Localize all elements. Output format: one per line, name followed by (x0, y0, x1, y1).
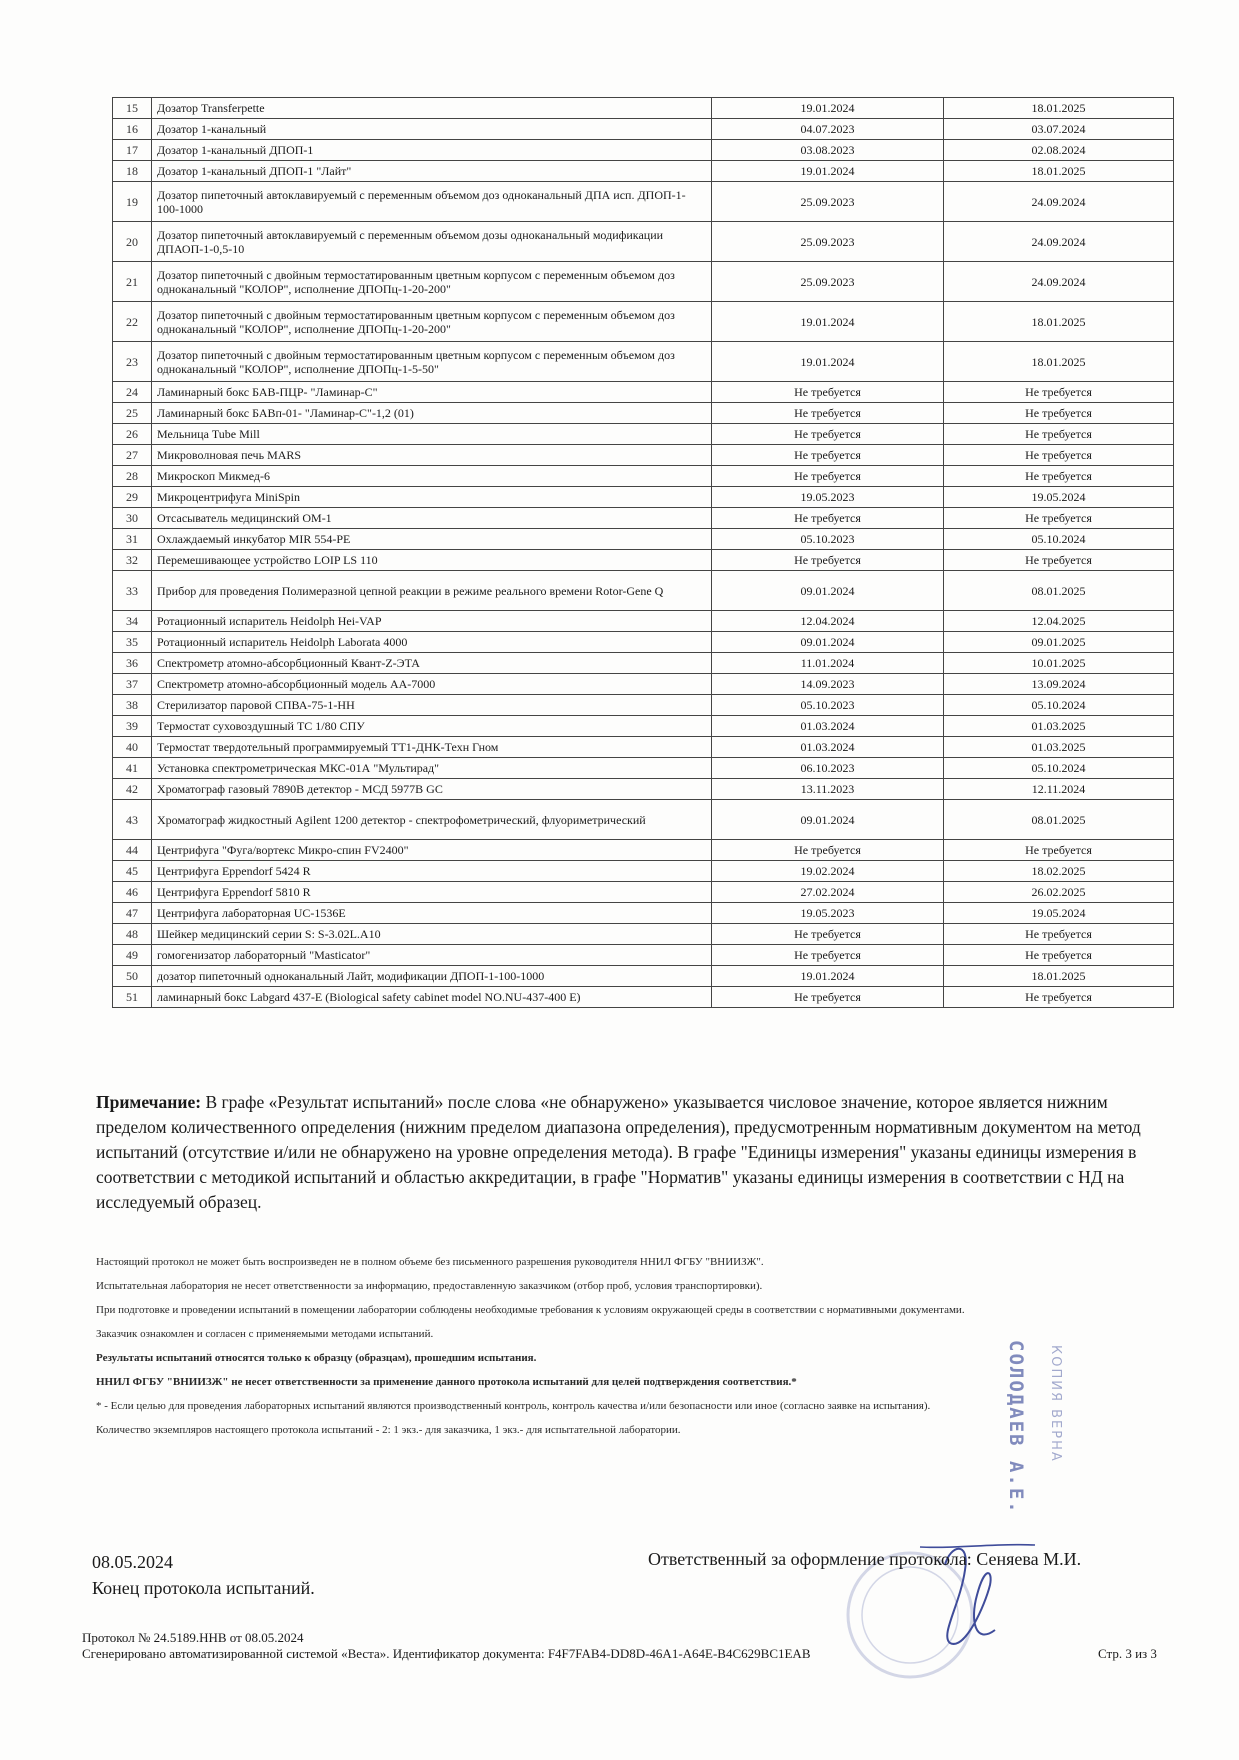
equipment-name: ламинарный бокс Labgard 437-E (Biological safety cabinet model NO.NU-437-400 E) (152, 987, 712, 1008)
verification-date: 19.01.2024 (712, 98, 944, 119)
table-row (113, 945, 1174, 966)
row-number: 37 (113, 674, 152, 695)
next-verification-date: Не требуется (944, 840, 1174, 861)
table-row (113, 445, 1174, 466)
equipment-name: Дозатор 1-канальный ДПОП-1 (152, 140, 712, 161)
row-number: 41 (113, 758, 152, 779)
verification-date: 25.09.2023 (712, 182, 944, 222)
certification-stamp-copy: КОПИЯ ВЕРНА (1048, 1345, 1063, 1463)
protocol-number: Протокол № 24.5189.ННВ от 08.05.2024 (82, 1630, 304, 1645)
equipment-name: Стерилизатор паровой СПВА-75-1-НН (152, 695, 712, 716)
verification-date: 25.09.2023 (712, 222, 944, 262)
verification-date: 12.04.2024 (712, 611, 944, 632)
table-row (113, 140, 1174, 161)
next-verification-date: 08.01.2025 (944, 800, 1174, 840)
equipment-name: Ламинарный бокс БАВ-ПЦР- "Ламинар-С" (152, 382, 712, 403)
row-number: 29 (113, 487, 152, 508)
equipment-name: Ротационный испаритель Heidolph Laborata 4000 (152, 632, 712, 653)
responsible-person: Ответственный за оформление протокола: Сеняева М.И. (648, 1549, 1082, 1569)
equipment-table-body (113, 98, 1174, 1008)
verification-date: 25.09.2023 (712, 262, 944, 302)
note-paragraph (96, 1090, 1166, 1215)
table-row (113, 529, 1174, 550)
disclaimer-responsibility: Испытательная лаборатория не несет ответственности за информацию, предоставленную заказчиком (отбор проб, условия транспортировки). (96, 1280, 763, 1292)
equipment-name: Перемешивающее устройство LOIP LS 110 (152, 550, 712, 571)
equipment-name: Охлаждаемый инкубатор MIR 554-PE (152, 529, 712, 550)
row-number: 15 (113, 98, 152, 119)
row-number: 46 (113, 882, 152, 903)
next-verification-date: 05.10.2024 (944, 529, 1174, 550)
next-verification-date: 01.03.2025 (944, 737, 1174, 758)
row-number: 20 (113, 222, 152, 262)
table-row (113, 737, 1174, 758)
table-row (113, 779, 1174, 800)
table-row (113, 571, 1174, 611)
verification-date: Не требуется (712, 550, 944, 571)
next-verification-date: 01.03.2025 (944, 716, 1174, 737)
equipment-name: Спектрометр атомно-абсорбционный Квант-Z-ЭТА (152, 653, 712, 674)
next-verification-date: 19.05.2024 (944, 903, 1174, 924)
next-verification-date: 18.01.2025 (944, 98, 1174, 119)
next-verification-date: 12.11.2024 (944, 779, 1174, 800)
disclaimer-conditions: При подготовке и проведении испытаний в помещении лаборатории соблюдены необходимые требования к условиям окружающей среды в соответствии с нормативными документами. (96, 1304, 965, 1316)
table-row (113, 262, 1174, 302)
next-verification-date: 26.02.2025 (944, 882, 1174, 903)
disclaimer-copies: Количество экземпляров настоящего протокола испытаний - 2: 1 экз.- для заказчика, 1 экз.- для испытательной лаборатории. (96, 1424, 681, 1436)
next-verification-date: 05.10.2024 (944, 758, 1174, 779)
verification-date: 09.01.2024 (712, 571, 944, 611)
disclaimer-results-scope: Результаты испытаний относятся только к образцу (образцам), прошедшим испытания. (96, 1352, 537, 1364)
equipment-name: Центрифуга "Фуга/вортекс Микро-спин FV2400" (152, 840, 712, 861)
table-row (113, 161, 1174, 182)
table-row (113, 487, 1174, 508)
table-row (113, 222, 1174, 262)
next-verification-date: 18.01.2025 (944, 342, 1174, 382)
table-row (113, 966, 1174, 987)
equipment-name: Мельница Tube Mill (152, 424, 712, 445)
next-verification-date: 24.09.2024 (944, 222, 1174, 262)
equipment-name: Дозатор 1-канальный (152, 119, 712, 140)
note-text: В графе «Результат испытаний» после слова «не обнаружено» указывается числовое значение, которое является нижним пределом количественного определения (нижним пределом диапазона определения), предусмотренным нормативным документом на метод испытаний (отсутствие и/или не обнаружено на уровне определения метода). В графе "Единицы измерения" указаны единицы измерения в соответствии с методикой испытаний и областью аккредитации, в графе "Норматив" указаны единицы измерения в соответствии с НД на исследуемый образец. (96, 1092, 1141, 1212)
row-number: 21 (113, 262, 152, 302)
row-number: 34 (113, 611, 152, 632)
equipment-name: Термостат суховоздушный ТС 1/80 СПУ (152, 716, 712, 737)
equipment-name: Дозатор пипеточный с двойным термостатированным цветным корпусом с переменным объемом доз одноканальный "КОЛОР", исполнение ДПОПц-1-5-50" (152, 342, 712, 382)
row-number: 49 (113, 945, 152, 966)
disclaimer-conformity: ННИЛ ФГБУ "ВНИИЗЖ" не несет ответственности за применение данного протокола испытаний для целей подтверждения соответствия.* (96, 1376, 797, 1388)
signature-image (915, 1525, 1045, 1665)
verification-date: Не требуется (712, 445, 944, 466)
disclaimer-methods: Заказчик ознакомлен и согласен с применяемыми методами испытаний. (96, 1328, 434, 1340)
row-number: 43 (113, 800, 152, 840)
table-row (113, 882, 1174, 903)
row-number: 25 (113, 403, 152, 424)
row-number: 22 (113, 302, 152, 342)
table-row (113, 550, 1174, 571)
verification-date: 19.02.2024 (712, 861, 944, 882)
next-verification-date: 18.01.2025 (944, 302, 1174, 342)
row-number: 38 (113, 695, 152, 716)
table-row (113, 987, 1174, 1008)
equipment-name: дозатор пипеточный одноканальный Лайт, модификации ДПОП-1-100-1000 (152, 966, 712, 987)
table-row (113, 611, 1174, 632)
next-verification-date: 24.09.2024 (944, 262, 1174, 302)
next-verification-date: Не требуется (944, 424, 1174, 445)
verification-date: 19.01.2024 (712, 966, 944, 987)
note-label: Примечание: (96, 1092, 202, 1112)
row-number: 51 (113, 987, 152, 1008)
equipment-name: Спектрометр атомно-абсорбционный модель АА-7000 (152, 674, 712, 695)
table-row (113, 98, 1174, 119)
equipment-name: Ротационный испаритель Heidolph Hei-VAP (152, 611, 712, 632)
verification-date: 01.03.2024 (712, 716, 944, 737)
verification-date: Не требуется (712, 840, 944, 861)
equipment-name: Ламинарный бокс БАВп-01- "Ламинар-С"-1,2 (01) (152, 403, 712, 424)
next-verification-date: 09.01.2025 (944, 632, 1174, 653)
equipment-name: Отсасыватель медицинский ОМ-1 (152, 508, 712, 529)
table-row (113, 424, 1174, 445)
table-row (113, 466, 1174, 487)
verification-date: 14.09.2023 (712, 674, 944, 695)
table-row (113, 903, 1174, 924)
equipment-name: Микроволновая печь MARS (152, 445, 712, 466)
verification-date: 19.01.2024 (712, 302, 944, 342)
next-verification-date: Не требуется (944, 550, 1174, 571)
table-row (113, 861, 1174, 882)
verification-date: 13.11.2023 (712, 779, 944, 800)
row-number: 35 (113, 632, 152, 653)
verification-date: 19.01.2024 (712, 342, 944, 382)
equipment-name: Микроскоп Микмед-6 (152, 466, 712, 487)
verification-date: 06.10.2023 (712, 758, 944, 779)
table-row (113, 758, 1174, 779)
next-verification-date: Не требуется (944, 403, 1174, 424)
row-number: 24 (113, 382, 152, 403)
row-number: 16 (113, 119, 152, 140)
table-row (113, 924, 1174, 945)
page-number: Стр. 3 из 3 (1098, 1646, 1157, 1661)
row-number: 44 (113, 840, 152, 861)
table-row (113, 302, 1174, 342)
equipment-name: Дозатор пипеточный с двойным термостатированным цветным корпусом с переменным объемом доз одноканальный "КОЛОР", исполнение ДПОПц-1-20-200" (152, 302, 712, 342)
table-row (113, 674, 1174, 695)
equipment-name: Дозатор пипеточный автоклавируемый с переменным объемом доз одноканальный ДПА исп. ДПОП-1-100-1000 (152, 182, 712, 222)
verification-date: 04.07.2023 (712, 119, 944, 140)
generated-by-line: Сгенерировано автоматизированной системой «Веста». Идентификатор документа: F4F7FAB4-DD8D-46A1-A64E-B4C629BC1EAB (82, 1646, 811, 1661)
equipment-name: Центрифуга Eppendorf 5424 R (152, 861, 712, 882)
verification-date: 09.01.2024 (712, 632, 944, 653)
table-row (113, 342, 1174, 382)
table-row (113, 653, 1174, 674)
row-number: 19 (113, 182, 152, 222)
row-number: 18 (113, 161, 152, 182)
row-number: 47 (113, 903, 152, 924)
next-verification-date: Не требуется (944, 382, 1174, 403)
equipment-name: Хроматограф газовый 7890В детектор - МСД 5977В GC (152, 779, 712, 800)
table-row (113, 716, 1174, 737)
table-row (113, 840, 1174, 861)
equipment-name: гомогенизатор лабораторный "Masticator" (152, 945, 712, 966)
table-row (113, 695, 1174, 716)
verification-date: 05.10.2023 (712, 695, 944, 716)
row-number: 30 (113, 508, 152, 529)
table-row (113, 382, 1174, 403)
next-verification-date: 03.07.2024 (944, 119, 1174, 140)
row-number: 42 (113, 779, 152, 800)
equipment-name: Прибор для проведения Полимеразной цепной реакции в режиме реального времени Rotor-Gene Q (152, 571, 712, 611)
next-verification-date: Не требуется (944, 466, 1174, 487)
verification-date: Не требуется (712, 987, 944, 1008)
row-number: 17 (113, 140, 152, 161)
equipment-name: Шейкер медицинский серии S: S-3.02L.A10 (152, 924, 712, 945)
row-number: 48 (113, 924, 152, 945)
verification-date: 05.10.2023 (712, 529, 944, 550)
row-number: 32 (113, 550, 152, 571)
row-number: 28 (113, 466, 152, 487)
equipment-name: Дозатор 1-канальный ДПОП-1 "Лайт" (152, 161, 712, 182)
next-verification-date: Не требуется (944, 987, 1174, 1008)
row-number: 40 (113, 737, 152, 758)
verification-date: Не требуется (712, 403, 944, 424)
next-verification-date: 13.09.2024 (944, 674, 1174, 695)
table-row (113, 119, 1174, 140)
verification-date: Не требуется (712, 382, 944, 403)
table-row (113, 508, 1174, 529)
equipment-name: Хроматограф жидкостный Agilent 1200 детектор - спектрофометрический, флуориметрический (152, 800, 712, 840)
row-number: 31 (113, 529, 152, 550)
equipment-name: Центрифуга Eppendorf 5810 R (152, 882, 712, 903)
verification-date: 19.05.2023 (712, 903, 944, 924)
verification-date: 27.02.2024 (712, 882, 944, 903)
verification-date: Не требуется (712, 424, 944, 445)
disclaimer-footnote: * - Если целью для проведения лабораторных испытаний являются производственный контроль, контроль качества и/или безопасности или иное (согласно заявке на испытания). (96, 1400, 931, 1412)
next-verification-date: Не требуется (944, 445, 1174, 466)
verification-date: 09.01.2024 (712, 800, 944, 840)
equipment-name: Дозатор Transferpette (152, 98, 712, 119)
row-number: 23 (113, 342, 152, 382)
certification-stamp-name: СОЛОДАЕВ А.Е. (1005, 1340, 1027, 1515)
next-verification-date: Не требуется (944, 924, 1174, 945)
table-row (113, 403, 1174, 424)
row-number: 33 (113, 571, 152, 611)
verification-date: 11.01.2024 (712, 653, 944, 674)
next-verification-date: 08.01.2025 (944, 571, 1174, 611)
verification-date: Не требуется (712, 945, 944, 966)
next-verification-date: 12.04.2025 (944, 611, 1174, 632)
equipment-name: Центрифуга лабораторная UC-1536E (152, 903, 712, 924)
next-verification-date: 19.05.2024 (944, 487, 1174, 508)
row-number: 45 (113, 861, 152, 882)
disclaimer-reproduction: Настоящий протокол не может быть воспроизведен не в полном объеме без письменного разрешения руководителя ННИЛ ФГБУ "ВНИИЗЖ". (96, 1256, 764, 1268)
next-verification-date: 10.01.2025 (944, 653, 1174, 674)
row-number: 26 (113, 424, 152, 445)
equipment-name: Микроцентрифуга MiniSpin (152, 487, 712, 508)
table-row (113, 182, 1174, 222)
equipment-table (112, 97, 1174, 1008)
table-row (113, 632, 1174, 653)
verification-date: Не требуется (712, 466, 944, 487)
table-row (113, 800, 1174, 840)
next-verification-date: 24.09.2024 (944, 182, 1174, 222)
verification-date: 03.08.2023 (712, 140, 944, 161)
next-verification-date: Не требуется (944, 945, 1174, 966)
next-verification-date: 02.08.2024 (944, 140, 1174, 161)
next-verification-date: 18.01.2025 (944, 161, 1174, 182)
protocol-end-label: Конец протокола испытаний. (92, 1578, 315, 1598)
next-verification-date: 05.10.2024 (944, 695, 1174, 716)
next-verification-date: 18.02.2025 (944, 861, 1174, 882)
verification-date: Не требуется (712, 508, 944, 529)
next-verification-date: 18.01.2025 (944, 966, 1174, 987)
next-verification-date: Не требуется (944, 508, 1174, 529)
verification-date: Не требуется (712, 924, 944, 945)
verification-date: 19.05.2023 (712, 487, 944, 508)
row-number: 36 (113, 653, 152, 674)
verification-date: 01.03.2024 (712, 737, 944, 758)
equipment-name: Дозатор пипеточный с двойным термостатированным цветным корпусом с переменным объемом доз одноканальный "КОЛОР", исполнение ДПОПц-1-20-200" (152, 262, 712, 302)
verification-date: 19.01.2024 (712, 161, 944, 182)
equipment-name: Установка спектрометрическая МКС-01А "Мультирад" (152, 758, 712, 779)
row-number: 50 (113, 966, 152, 987)
row-number: 27 (113, 445, 152, 466)
protocol-date: 08.05.2024 (92, 1552, 173, 1572)
equipment-name: Термостат твердотельный программируемый ТТ1-ДНК-Техн Гном (152, 737, 712, 758)
equipment-name: Дозатор пипеточный автоклавируемый с переменным объемом дозы одноканальный модификации ДПАОП-1-0,5-10 (152, 222, 712, 262)
row-number: 39 (113, 716, 152, 737)
